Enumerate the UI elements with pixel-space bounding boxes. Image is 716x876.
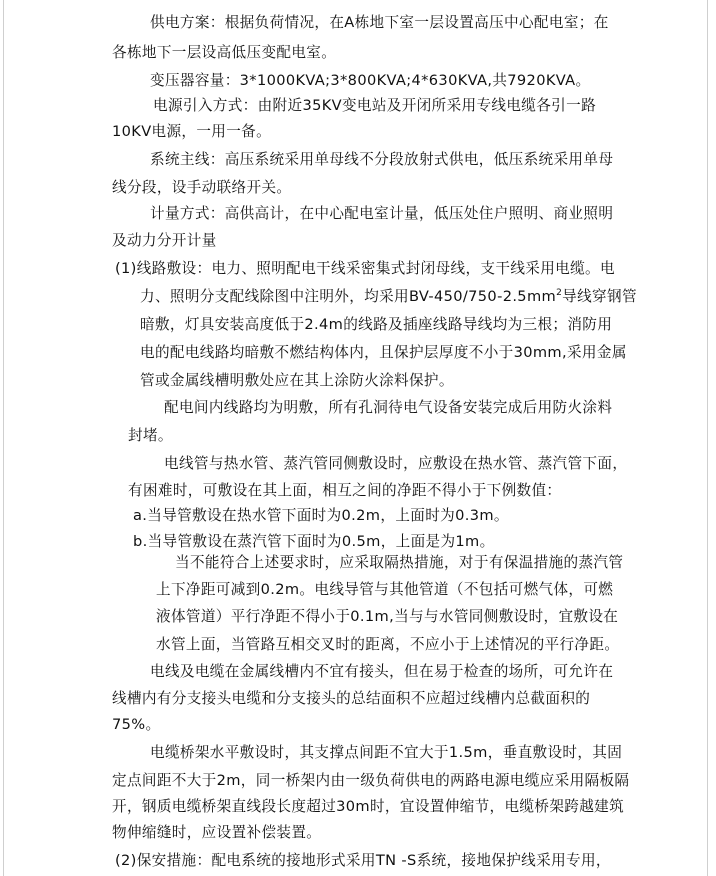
- text-line: 有困难时，可敷设在其上面，相互之间的净距不得小于下例数值：: [128, 482, 562, 499]
- text-line: 当不能符合上述要求时，应采取隔热措施，对于有保温措施的蒸汽管: [175, 554, 624, 571]
- text-line: 及动力分开计量: [112, 232, 217, 249]
- text-line: 75%。: [112, 716, 161, 733]
- text-line: 10KV电源，一用一备。: [112, 123, 272, 140]
- text-line: 电源引入方式：由附近35KV变电站及开闭所采用专线电缆各引一路: [153, 97, 597, 114]
- text-line: 物伸缩缝时，应设置补偿装置。: [112, 824, 322, 841]
- text-line: 水管上面，当管路互相交叉时的距离，不应小于上述情况的平行净距。: [156, 636, 620, 653]
- text-line: 定点间距不大于2m，同一桥架内由一级负荷供电的两路电源电缆应采用隔板隔: [112, 772, 630, 789]
- text-line: 上下净距可减到0.2m。电线导管与其他管道（不包括可燃气体，可燃: [156, 581, 614, 598]
- page-right-edge: [707, 0, 708, 876]
- superscript: 2: [556, 288, 563, 299]
- text-line: 液体管道）平行净距不得小于0.1m,当与与水管同侧敷设时，宜敷设在: [156, 608, 619, 625]
- text-line: 电的配电线路均暗敷不燃结构体内，且保护层厚度不小于30mm,采用金属: [140, 344, 627, 361]
- text-line: 线分段，设手动联络开关。: [112, 179, 292, 196]
- text-line: (1)线路敷设：电力、照明配电干线采密集式封闭母线，支干线采用电缆。电: [115, 260, 615, 277]
- text-line: [140, 286, 637, 308]
- page-left-edge: [3, 0, 4, 876]
- text-line: 配电间内线路均为明敷，所有孔洞待电气设备安装完成后用防火涂料: [164, 399, 613, 416]
- text-line: a.当导管敷设在热水管下面时为0.2m，上面时为0.3m。: [133, 507, 509, 524]
- text-line: 封堵。: [128, 427, 173, 444]
- text-line: b.当导管敷设在蒸汽管下面时为0.5m，上面是为1m。: [133, 533, 495, 550]
- text-line: 变压器容量：3*1000KVA;3*800KVA;4*630KVA,共7920KVA。: [150, 72, 591, 89]
- text-line: 系统主线：高压系统采用单母线不分段放射式供电，低压系统采用单母: [150, 151, 614, 168]
- text-line: 线槽内有分支接头电缆和分支接头的总结面积不应超过线槽内总截面积的: [112, 690, 591, 707]
- text-line: 计量方式：高供高计，在中心配电室计量，低压处住户照明、商业照明: [150, 205, 614, 222]
- text-line: 电线管与热水管、蒸汽管同侧敷设时，应敷设在热水管、蒸汽管下面，: [164, 455, 628, 472]
- text-line: 暗敷，灯具安装高度低于2.4m的线路及插座线路导线均为三根；消防用: [140, 316, 613, 333]
- text-line: 开，钢质电缆桥架直线段长度超过30m时，宜设置伸缩节，电缆桥架跨越建筑: [112, 798, 625, 815]
- text-line: 电缆桥架水平敷设时，其支撑点间距不宜大于1.5m，垂直敷设时，其固: [150, 744, 623, 761]
- text-line: 各栋地下一层设高低压变配电室。: [112, 44, 337, 61]
- text-segment: 力、照明分支配线除图中注明外，均采用BV-450/750-2.5mm: [140, 288, 557, 305]
- text-line: 电线及电缆在金属线槽内不宜有接头，但在易于检查的场所，可允许在: [150, 663, 614, 680]
- text-line: (2)保安措施：配电系统的接地形式采用TN -S系统，接地保护线采用专用，: [115, 852, 611, 869]
- text-segment: 导线穿钢管: [562, 288, 637, 305]
- text-line: 供电方案：根据负荷情况，在A栋地下室一层设置高压中心配电室；在: [150, 14, 609, 31]
- text-line: 管或金属线槽明敷处应在其上涂防火涂料保护。: [140, 372, 454, 389]
